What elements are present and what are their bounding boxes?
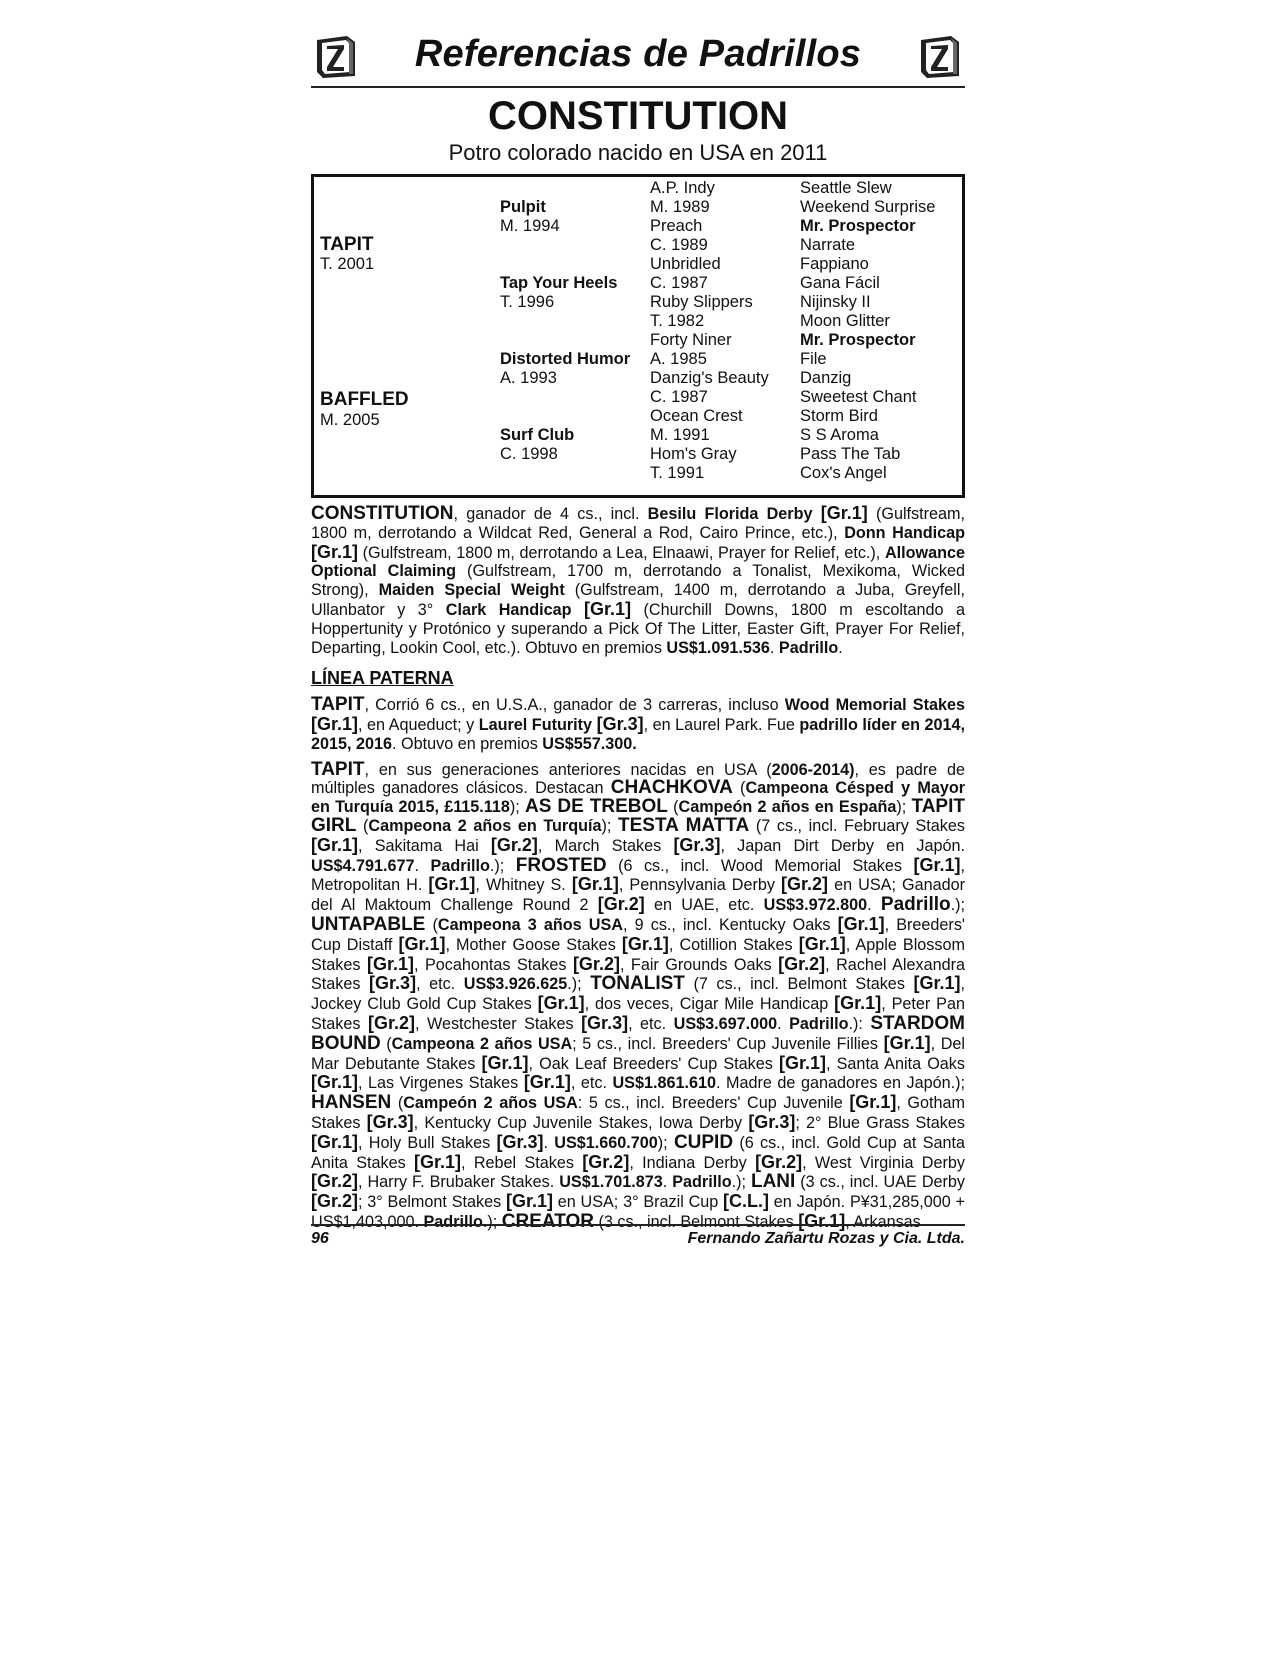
pedigree-g3-name: Hom's Gray — [650, 445, 737, 463]
pedigree-table — [311, 174, 965, 498]
pedigree-g3-info: C. 1987 — [650, 388, 708, 406]
pedigree-g3-name: Danzig's Beauty — [650, 369, 769, 387]
pedigree-g4-name: Fappiano — [800, 255, 869, 273]
horse-subtitle: Potro colorado nacido en USA en 2011 — [448, 140, 828, 165]
dam-info: M. 2005 — [320, 411, 380, 429]
horse-name: CONSTITUTION — [488, 94, 788, 138]
pedigree-g2-name: Surf Club — [500, 426, 575, 444]
pedigree-g3-name: Ocean Crest — [650, 407, 743, 425]
pedigree-g3-info: T. 1982 — [650, 312, 705, 330]
pedigree-g4-name: Weekend Surprise — [800, 198, 936, 216]
pedigree-g4-name: Cox's Angel — [800, 464, 887, 482]
tapit-paragraph: TAPIT, Corrió 6 cs., en U.S.A., ganador de 3 carreras, incluso Wood Memorial Stakes [Gr.1], en Aqueduct; y Laurel Futurity [Gr.3], en Laurel Park. Fue padrillo líder en 2014, 2015, 2016. Obtuvo en premios US$557.300. — [311, 694, 965, 753]
pedigree-g3-name: Preach — [650, 217, 703, 235]
pedigree-g3-name: A.P. Indy — [650, 179, 715, 197]
pedigree-g2-info: A. 1993 — [500, 369, 557, 387]
pedigree-g4-name: Nijinsky II — [800, 293, 871, 311]
pedigree-g3-info: C. 1987 — [650, 274, 708, 292]
page — [311, 30, 965, 1239]
pedigree-g2-name: Distorted Humor — [500, 350, 631, 368]
pedigree-g3-name: Unbridled — [650, 255, 721, 273]
pedigree-g3-info: C. 1989 — [650, 236, 708, 254]
page-number: 96 — [311, 1230, 329, 1247]
constitution-paragraph: CONSTITUTION, ganador de 4 cs., incl. Besilu Florida Derby [Gr.1] (Gulfstream, 1800 m, derrotando a Wildcat Red, General a Rod, Cairo Prince, etc.), Donn Handicap [Gr.1] (Gulfstream, 1800 m, derrotando a Lea, Elnaawi, Prayer for Relief, etc.), Allowance Optional Claiming (Gulfstream, 1700 m, derrotando a Tonalist, Mexikoma, Wicked Strong), Maiden Special Weight (Gulfstream, 1400 m, derrotando a Juba, Greyfell, Ullanbator y 3° Clark Handicap [Gr.1] (Churchill Downs, 1800 m escoltando a Hoppertunity y Protónico y superando a Pick Of The Litter, Easter Gift, Prayer For Relief, Departing, Lookin Cool, etc.). Obtuvo en premios US$1.091.536. Padrillo. — [311, 503, 966, 657]
pedigree-g2-name: Pulpit — [500, 198, 546, 216]
sire-name: TAPIT — [320, 234, 374, 255]
pedigree-g4-name: Gana Fácil — [800, 274, 880, 292]
pedigree-g2-info: C. 1998 — [500, 445, 558, 463]
article-body — [311, 504, 965, 1232]
pedigree-g4-name: Narrate — [800, 236, 856, 254]
pedigree-g4-name: Danzig — [800, 369, 852, 387]
pedigree-g4-name: S S Aroma — [800, 426, 879, 444]
logo-icon — [917, 34, 963, 80]
section-heading: LÍNEA PATERNA — [311, 668, 454, 689]
header-title: Referencias de Padrillos — [414, 33, 862, 75]
dam-name: BAFFLED — [320, 389, 409, 410]
pedigree-g4-name: Seattle Slew — [800, 179, 892, 197]
pedigree-g4-name: Mr. Prospector — [800, 331, 916, 349]
pedigree-g4-name: File — [800, 350, 827, 368]
pedigree-g3-info: M. 1991 — [650, 426, 710, 444]
pedigree-g4-name: Storm Bird — [800, 407, 878, 425]
pedigree-g2-name: Tap Your Heels — [500, 274, 618, 292]
page-header — [311, 30, 965, 88]
pedigree-g4-name: Pass The Tab — [800, 445, 901, 463]
offspring-paragraph: TAPIT, en sus generaciones anteriores nacidas en USA (2006-2014), es padre de múltiples ganadores clásicos. Destacan CHACHKOVA (Campeona Césped y Mayor en Turquía 2015, £115.118); AS DE TREBOL (Campeón 2 años en España); TAPIT GIRL (Campeona 2 años en Turquía); TESTA MATTA (7 cs., incl. February Stakes [Gr.1], Sakitama Hai [Gr.2], March Stakes [Gr.3], Japan Dirt Derby en Japón. US$4.791.677. Padrillo.); FROSTED (6 cs., incl. Wood Memorial Stakes [Gr.1], Metropolitan H. [Gr.1], Whitney S. [Gr.1], Pennsylvania Derby [Gr.2] en USA; Ganador del Al Maktoum Challenge Round 2 [Gr.2] en UAE, etc. US$3.972.800. Padrillo.); UNTAPABLE (Campeona 3 años USA, 9 cs., incl. Kentucky Oaks [Gr.1], Breeders' Cup Distaff [Gr.1], Mother Goose Stakes [Gr.1], Cotillion Stakes [Gr.1], Apple Blossom Stakes [Gr.1], Pocahontas Stakes [Gr.2], Fair Grounds Oaks [Gr.2], Rachel Alexandra Stakes [Gr.3], etc. US$3.926.625.); TONALIST (7 cs., incl. Belmont Stakes [Gr.1], Jockey Club Gold Cup Stakes [Gr.1], dos veces, Cigar Mile Handicap [Gr.1], Peter Pan Stakes [Gr.2], Westchester Stakes [Gr.3], etc. US$3.697.000. Padrillo.): STARDOM BOUND (Campeona 2 años USA; 5 cs., incl. Breeders' Cup Juvenile Fillies [Gr.1], Del Mar Debutante Stakes [Gr.1], Oak Leaf Breeders' Cup Stakes [Gr.1], Santa Anita Oaks [Gr.1], Las Virgenes Stakes [Gr.1], etc. US$1.861.610. Madre de ganadores en Japón.); HANSEN (Campeón 2 años USA: 5 cs., incl. Breeders' Cup Juvenile [Gr.1], Gotham Stakes [Gr.3], Kentucky Cup Juvenile Stakes, Iowa Derby [Gr.3]; 2° Blue Grass Stakes [Gr.1], Holy Bull Stakes [Gr.3]. US$1.660.700); CUPID (6 cs., incl. Gold Cup at Santa Anita Stakes [Gr.1], Rebel Stakes [Gr.2], Indiana Derby [Gr.2], West Virginia Derby [Gr.2], Harry F. Brubaker Stakes. US$1.701.873. Padrillo.); LANI (3 cs., incl. UAE Derby [Gr.2]; 3° Belmont Stakes [Gr.1] en USA; 3° Brazil Cup [C.L.] en Japón. P¥31,285,000 + US$1,403,000. Padrillo.); CREATOR (3 cs., incl. Belmont Stakes [Gr.1], Arkansas — [311, 758, 966, 1232]
pedigree-g2-info: T. 1996 — [500, 293, 555, 311]
pedigree-g2-info: M. 1994 — [500, 217, 560, 235]
pedigree-g3-info: T. 1991 — [650, 464, 705, 482]
sire-info: T. 2001 — [320, 255, 375, 273]
pedigree-g3-name: Forty Niner — [650, 331, 732, 349]
publisher: Fernando Zañartu Rozas y Cia. Ltda. — [687, 1230, 965, 1247]
pedigree-g4-name: Moon Glitter — [800, 312, 890, 330]
pedigree-g3-info: A. 1985 — [650, 350, 707, 368]
pedigree-g3-name: Ruby Slippers — [650, 293, 753, 311]
page-footer — [311, 1224, 965, 1247]
pedigree-g3-info: M. 1989 — [650, 198, 710, 216]
pedigree-g4-name: Mr. Prospector — [800, 217, 916, 235]
pedigree-g4-name: Sweetest Chant — [800, 388, 917, 406]
